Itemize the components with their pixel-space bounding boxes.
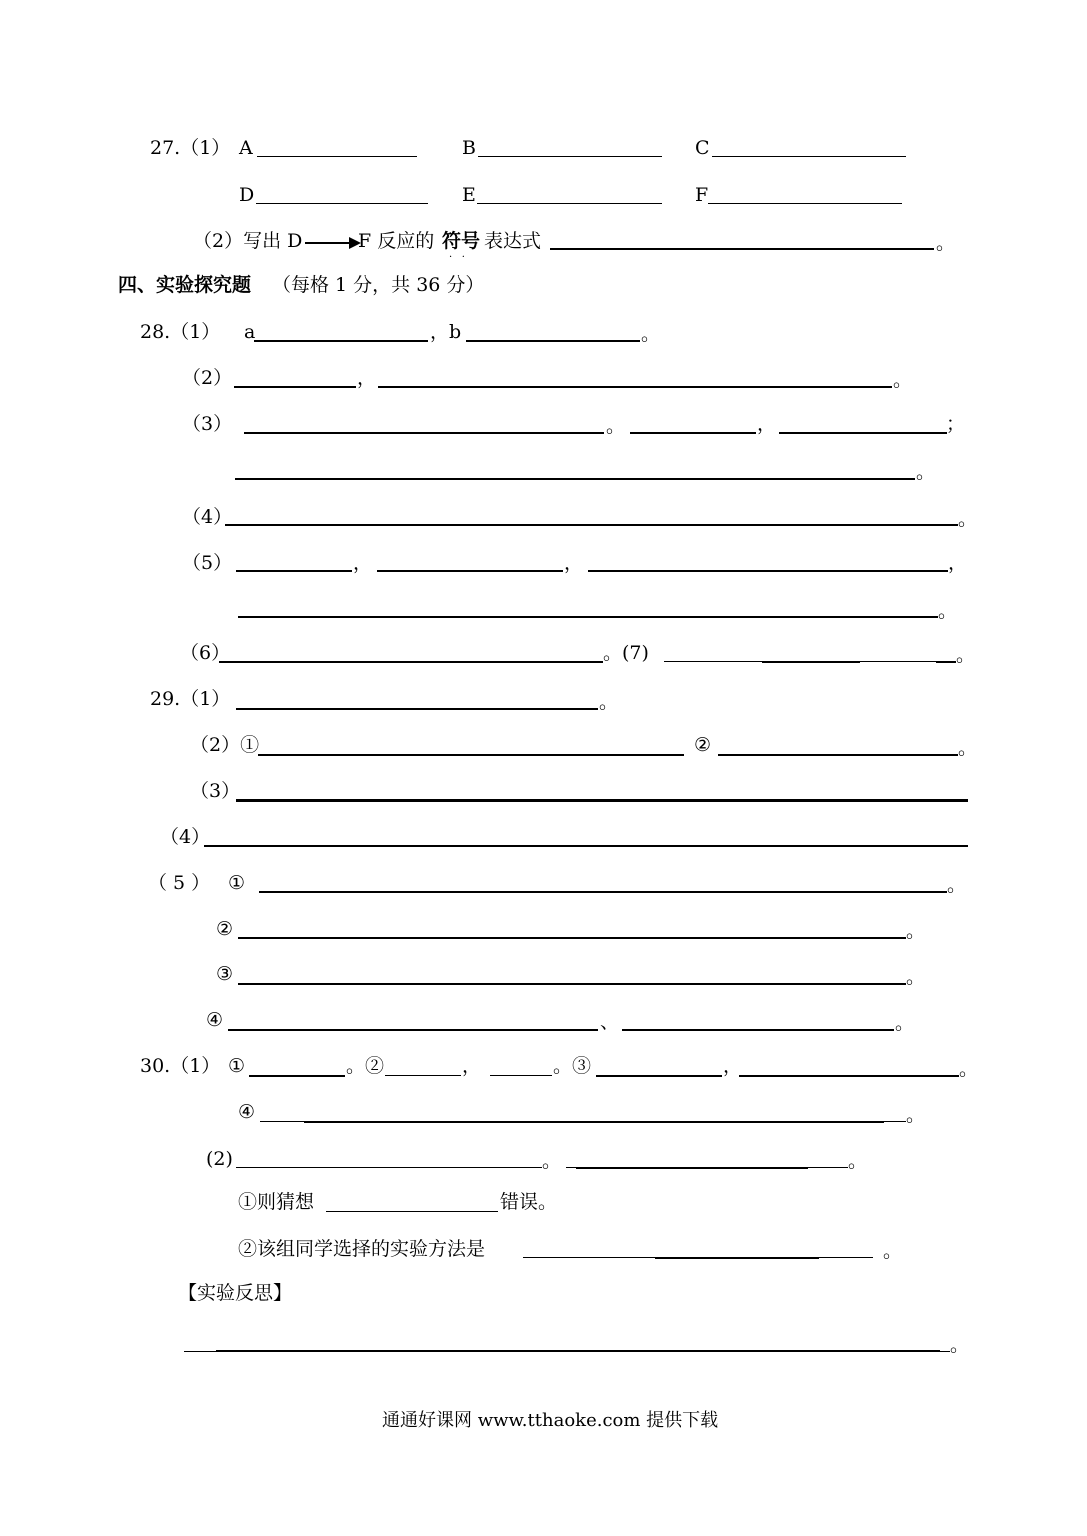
page-footer: 通通好课网 www.tthaoke.com 提供下载 — [382, 1410, 719, 1431]
q27-d-label: D — [239, 184, 255, 206]
q29-5-circle-3: ③ — [216, 963, 234, 985]
q30-2-blank-1[interactable] — [236, 1167, 542, 1168]
q28-3-label: （3） — [182, 413, 233, 435]
q28-5-blank-1[interactable] — [236, 570, 352, 572]
q28-3-blank-2[interactable] — [630, 432, 756, 434]
q30-1-blank-1[interactable] — [249, 1075, 345, 1077]
reflection-title: 【实验反思】 — [178, 1282, 293, 1304]
q30-guess-blank[interactable] — [326, 1211, 498, 1212]
q28-4-label: （4） — [182, 506, 233, 528]
q28-5-label: （5） — [182, 552, 233, 574]
q29-5-blank-2[interactable] — [238, 937, 906, 939]
q29-5-period-4: 。 — [895, 1012, 915, 1034]
q30-period-2: 。 — [906, 1104, 926, 1126]
q29-5-circle-4: ④ — [206, 1009, 224, 1031]
q28-5-comma-3: ， — [948, 552, 968, 574]
q27-part2-mid: F 反应的 — [358, 230, 435, 252]
q30-method-blank-a[interactable] — [523, 1257, 655, 1258]
q30-comma-2: ， — [723, 1055, 743, 1077]
q29-1-period: 。 — [599, 691, 619, 713]
q29-2-blank-2[interactable] — [718, 754, 958, 756]
q28-2-label: （2） — [182, 367, 233, 389]
q29-5-blank-4a[interactable] — [228, 1029, 598, 1031]
section-title: 四、实验探究题 — [118, 274, 252, 296]
q28-5-comma-2: ， — [564, 552, 584, 574]
q27-part2-prefix: （2）写出 D — [193, 230, 303, 252]
q30-guess-prefix: ①则猜想 — [238, 1191, 315, 1213]
q28-7-blank-1[interactable] — [664, 661, 762, 662]
q30-1-blank-4[interactable] — [596, 1075, 722, 1077]
q30-circle-2: 。② — [346, 1055, 385, 1077]
q29-5-circle-2: ② — [216, 918, 234, 940]
q29-label: 29.（1） — [150, 688, 231, 710]
q28-3-semicolon: ； — [946, 413, 966, 435]
q29-4-label: （4） — [160, 826, 211, 848]
q28-b-label: ，b — [430, 321, 462, 343]
q29-5-label: （ 5 ） — [148, 872, 211, 894]
q27-period: 。 — [936, 232, 956, 254]
q28-4-blank[interactable] — [225, 524, 958, 526]
q30-1-blank-6b[interactable] — [304, 1121, 884, 1123]
q28-5-blank-3[interactable] — [588, 570, 948, 572]
q30-circle-1: ① — [228, 1055, 246, 1077]
q29-2-period: 。 — [958, 737, 978, 759]
q30-guess-suffix: 错误。 — [500, 1191, 558, 1213]
q27-part2-suffix: 表达式 — [484, 230, 542, 252]
q28-3-period: 。 — [606, 415, 626, 437]
q27-b-label: B — [462, 137, 476, 159]
q30-method-blank-b[interactable] — [655, 1257, 819, 1259]
q30-period-1: 。 — [959, 1058, 979, 1080]
q28-7-blank-4[interactable] — [936, 661, 956, 663]
q29-2-blank-1[interactable] — [258, 754, 684, 756]
q28-5-blank-2[interactable] — [377, 570, 563, 572]
q28-3-blank-1[interactable] — [244, 432, 604, 434]
q27-label: 27.（1） — [150, 137, 231, 159]
q28-5-blank-4[interactable] — [238, 616, 938, 618]
q29-5-blank-4b[interactable] — [622, 1029, 894, 1031]
q30-method-period: 。 — [883, 1240, 903, 1262]
reflection-blank-b[interactable] — [216, 1350, 940, 1352]
q28-2-period: 。 — [893, 369, 913, 391]
q27-c-label: C — [695, 137, 710, 159]
section-note: （每格 1 分，共 36 分） — [272, 274, 485, 296]
q28-7-blank-2[interactable] — [762, 661, 860, 663]
q28-3-blank-4[interactable] — [235, 478, 915, 480]
q27-c-blank[interactable] — [712, 156, 906, 157]
q28-5-period: 。 — [938, 600, 958, 622]
q30-comma-1: ， — [462, 1055, 482, 1077]
q28-2-blank-2[interactable] — [378, 386, 892, 388]
q27-e-blank[interactable] — [477, 203, 662, 204]
q27-part2-bold: 符号 — [442, 230, 481, 252]
q28-3-comma: ， — [757, 413, 777, 435]
q28-label: 28.（1） — [140, 321, 221, 343]
q27-expression-blank[interactable] — [550, 248, 934, 250]
q30-method-blank-c[interactable] — [819, 1257, 873, 1258]
q28-5-comma-1: ， — [353, 552, 373, 574]
reflection-blank-c[interactable] — [940, 1351, 950, 1352]
q30-1-blank-6a[interactable] — [260, 1121, 304, 1122]
q27-e-label: E — [462, 184, 476, 206]
q27-f-label: F — [695, 184, 709, 206]
q29-3-blank[interactable] — [236, 799, 968, 802]
q29-5-period-3: 。 — [906, 966, 926, 988]
q30-circle-3: 。③ — [553, 1055, 592, 1077]
q29-5-dun: 、 — [600, 1011, 620, 1033]
q28-7-period: 。 — [956, 644, 976, 666]
q28-7-label: 。(7) — [603, 642, 649, 664]
q29-5-blank-3[interactable] — [238, 983, 906, 985]
q30-method-prefix: ②该组同学选择的实验方法是 — [238, 1238, 486, 1260]
q30-1-blank-6c[interactable] — [884, 1121, 906, 1122]
q27-b-blank[interactable] — [478, 156, 662, 157]
q30-2-blank-2c[interactable] — [808, 1167, 848, 1168]
reflection-period: 。 — [950, 1334, 970, 1356]
q28-1-period: 。 — [641, 323, 661, 345]
q29-3-label: （3） — [190, 780, 241, 802]
q27-a-label: A — [239, 137, 253, 159]
q29-5-period-2: 。 — [906, 920, 926, 942]
q30-2-label: (2) — [206, 1148, 233, 1170]
q28-a-label: a — [244, 321, 256, 343]
reaction-arrow — [305, 242, 351, 244]
q29-4-blank[interactable] — [204, 845, 968, 847]
q28-4-period: 。 — [958, 508, 978, 530]
q29-5-period-1: 。 — [947, 874, 967, 896]
reflection-blank-a[interactable] — [184, 1351, 216, 1352]
q30-2-blank-2b[interactable] — [576, 1167, 808, 1169]
q28-3-blank-3[interactable] — [779, 432, 947, 434]
q28-2-blank-1[interactable] — [234, 386, 356, 388]
emphasis-dots: · · — [449, 252, 465, 263]
q30-1-blank-3[interactable] — [490, 1075, 552, 1076]
q30-2-period-1: 。 — [542, 1150, 562, 1172]
q29-5-blank-1[interactable] — [259, 891, 947, 893]
q28-b-blank[interactable] — [466, 340, 640, 342]
q29-5-circle-1: ① — [228, 872, 246, 894]
q29-1-blank[interactable] — [236, 708, 598, 710]
q30-circle-4: ④ — [238, 1101, 256, 1123]
q30-1-blank-2[interactable] — [385, 1075, 461, 1076]
q28-6-label: （6） — [180, 642, 231, 664]
q30-2-blank-2a[interactable] — [566, 1167, 576, 1168]
q28-7-blank-3[interactable] — [860, 661, 936, 662]
q27-f-blank[interactable] — [708, 203, 902, 204]
q30-1-blank-5[interactable] — [739, 1075, 959, 1077]
q29-2-circle-2: ② — [694, 734, 712, 756]
q27-d-blank[interactable] — [256, 203, 428, 204]
q28-a-blank[interactable] — [254, 340, 428, 342]
q29-2-label: （2）① — [190, 734, 260, 756]
q28-6-blank[interactable] — [219, 661, 603, 663]
q27-a-blank[interactable] — [257, 156, 417, 157]
q30-label: 30.（1） — [140, 1055, 221, 1077]
q28-3-period-2: 。 — [916, 461, 936, 483]
q30-2-period-2: 。 — [848, 1150, 868, 1172]
q28-2-comma: ， — [357, 367, 377, 389]
